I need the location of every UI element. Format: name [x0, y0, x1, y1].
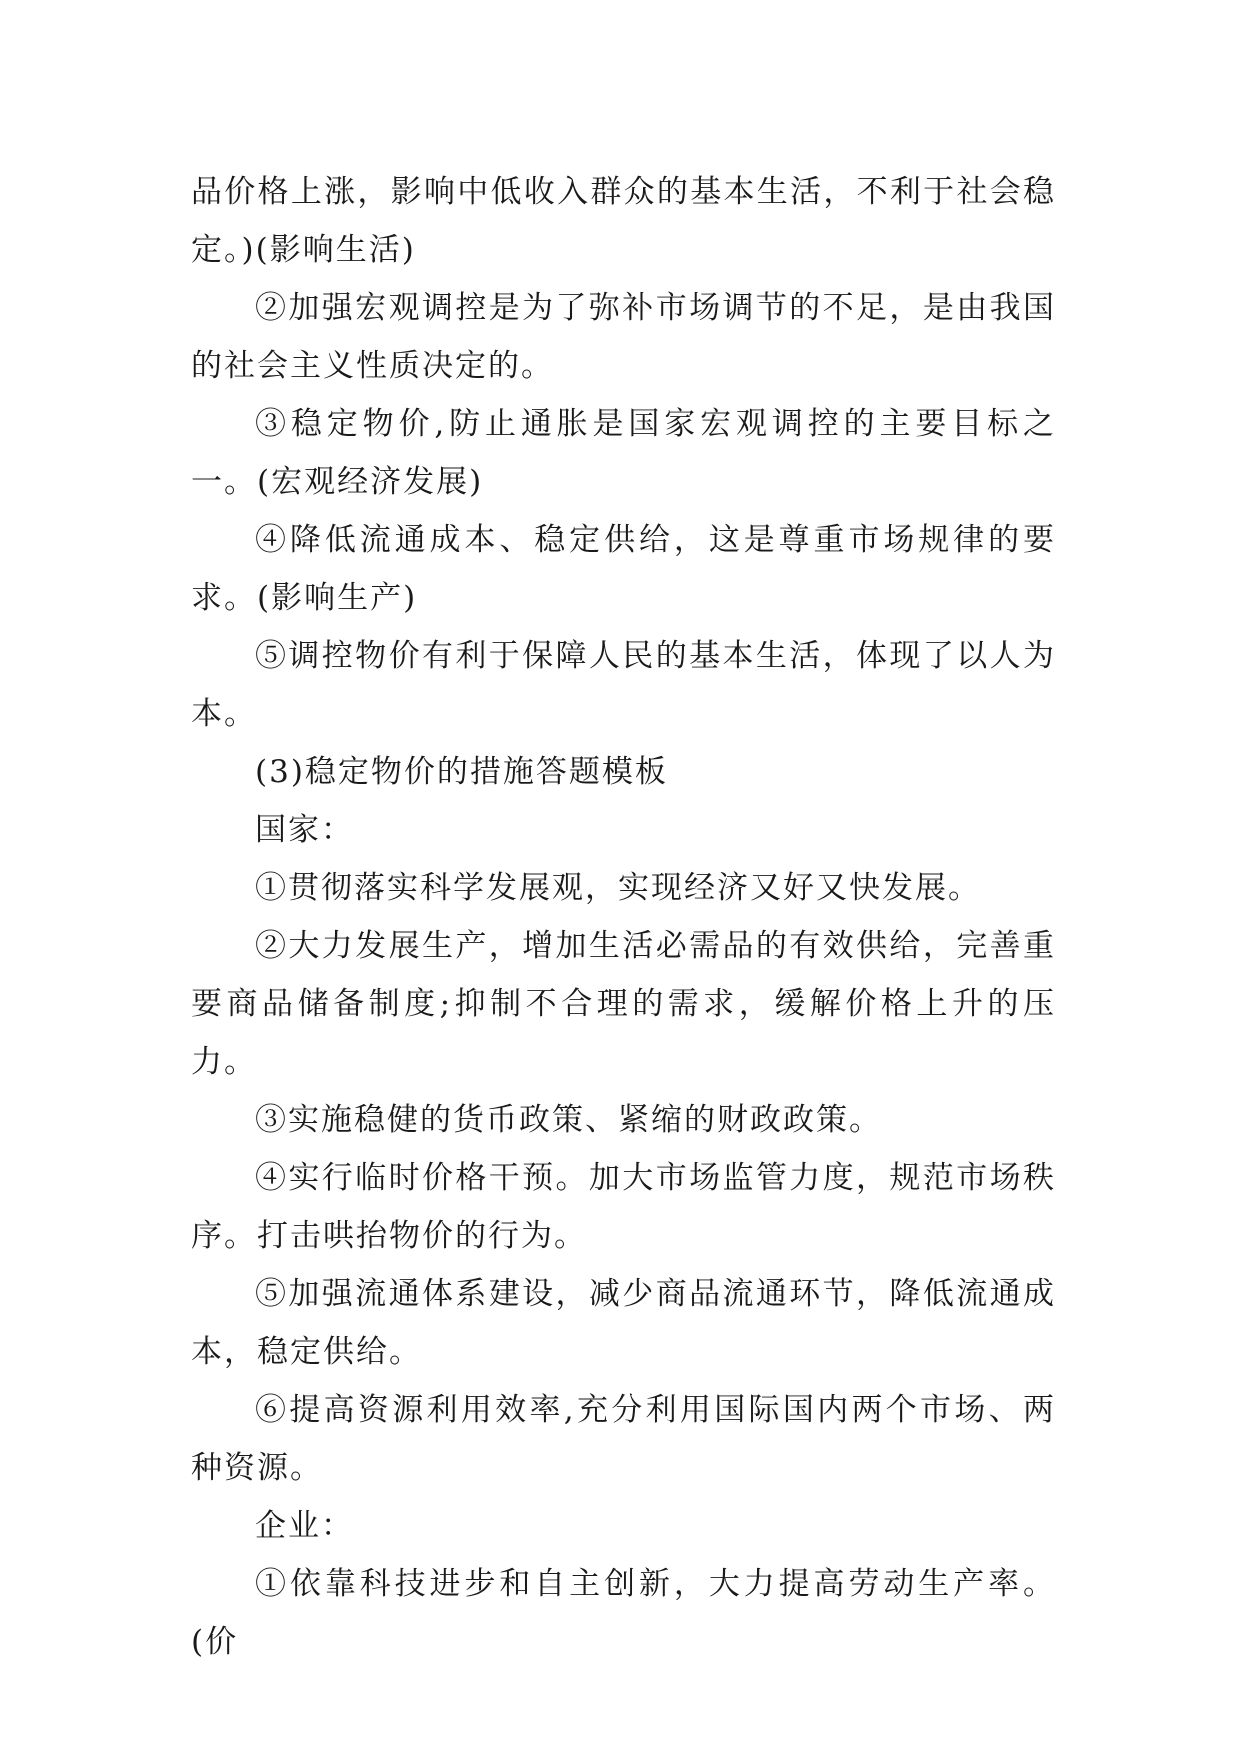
- state-measure-4: ④实行临时价格干预。加大市场监管力度，规范市场秩序。打击哄抬物价的行为。: [191, 1160, 1056, 1254]
- paragraph-point-4: ④降低流通成本、稳定供给，这是尊重市场规律的要求。(影响生产): [191, 522, 1056, 616]
- paragraph-point-2: ②加强宏观调控是为了弥补市场调节的不足，是由我国的社会主义性质决定的。: [191, 290, 1056, 384]
- subheading-state: 国家：: [255, 812, 354, 848]
- paragraph-point-3: ③稳定物价,防止通胀是国家宏观调控的主要目标之一。(宏观经济发展): [191, 406, 1056, 500]
- subheading-enterprise: 企业：: [255, 1508, 354, 1544]
- enterprise-measure-1: ①依靠科技进步和自主创新，大力提高劳动生产率。(价: [191, 1566, 1056, 1660]
- section-heading-measures: (3)稳定物价的措施答题模板: [255, 754, 668, 790]
- state-measure-1: ①贯彻落实科学发展观，实现经济又好又快发展。: [255, 870, 981, 906]
- state-measure-6: ⑥提高资源利用效率,充分利用国际国内两个市场、两种资源。: [191, 1392, 1056, 1486]
- state-measure-3: ③实施稳健的货币政策、紧缩的财政政策。: [255, 1102, 882, 1138]
- state-measure-5: ⑤加强流通体系建设，减少商品流通环节，降低流通成本，稳定供给。: [191, 1276, 1056, 1370]
- paragraph-point-5: ⑤调控物价有利于保障人民的基本生活，体现了以人为本。: [191, 638, 1056, 732]
- document-body: [191, 163, 1056, 1671]
- state-measure-2: ②大力发展生产，增加生活必需品的有效供给，完善重要商品储备制度;抑制不合理的需求，缓解价格上升的压力。: [191, 928, 1056, 1080]
- paragraph-continuation: 品价格上涨，影响中低收入群众的基本生活，不利于社会稳定。)(影响生活): [191, 174, 1056, 268]
